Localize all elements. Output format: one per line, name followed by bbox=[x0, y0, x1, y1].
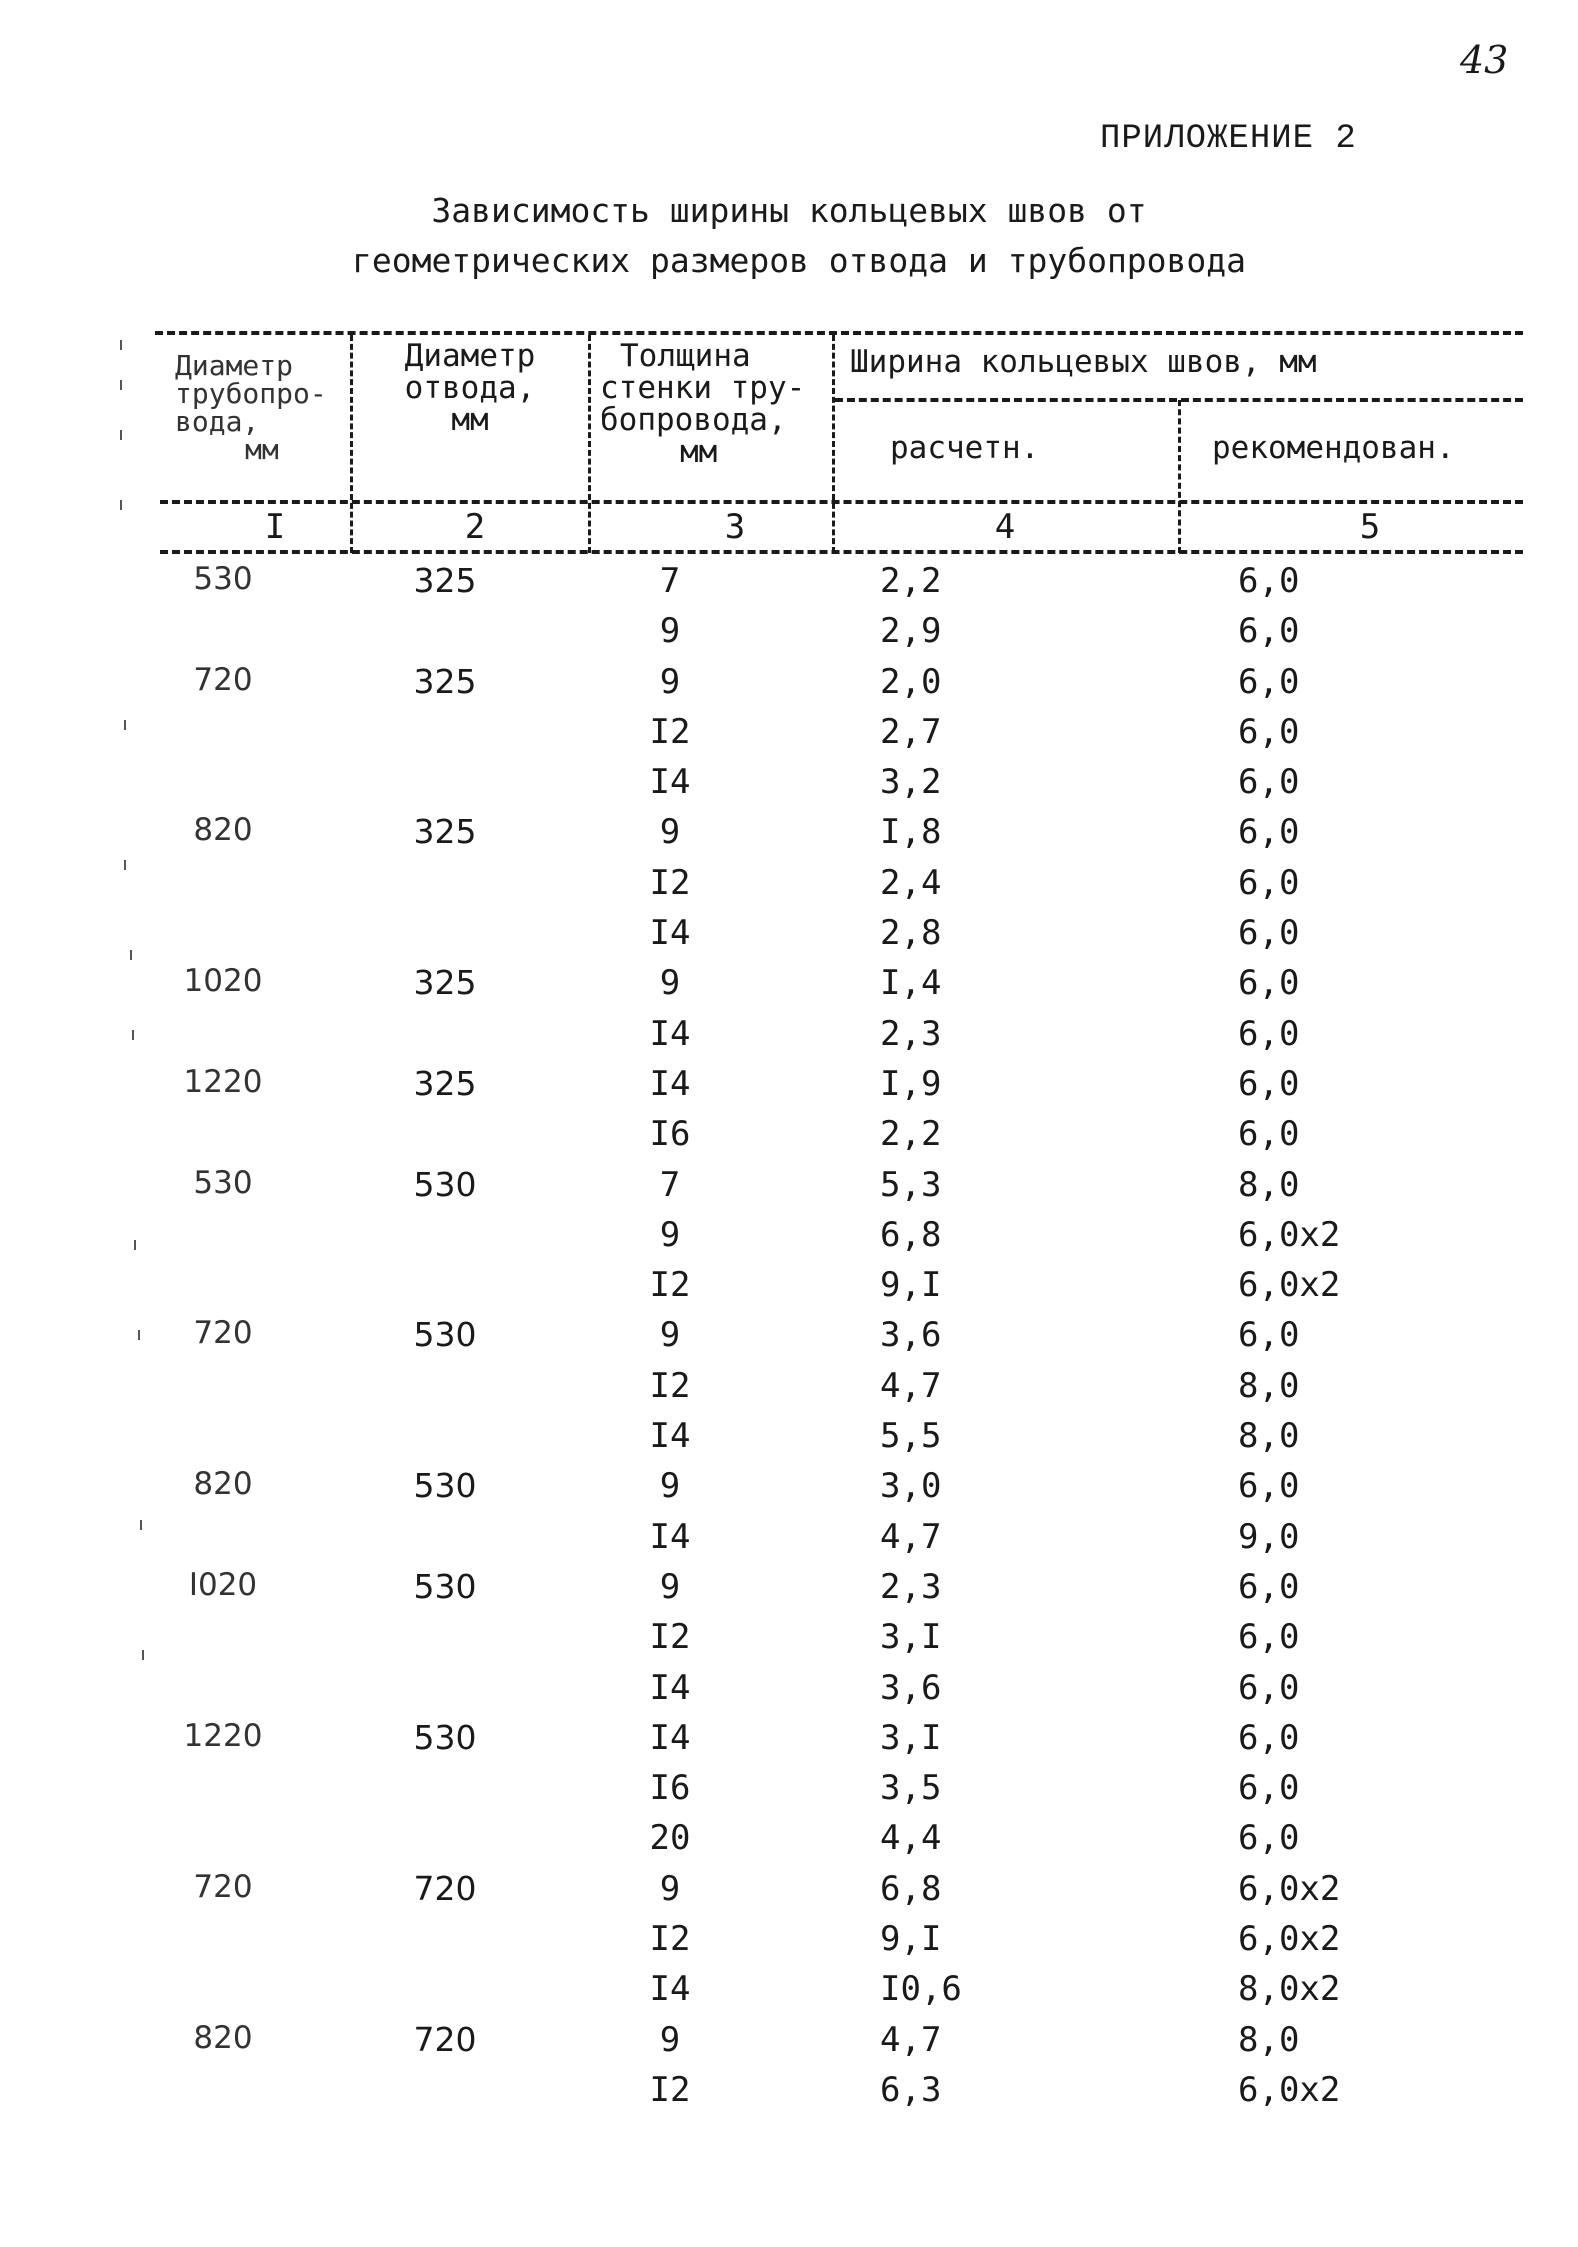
wall-thickness-cell: 20 bbox=[649, 1818, 691, 1859]
pipe-diameter-cell: 720 bbox=[193, 1868, 253, 1905]
wall-thickness-cell: I4 bbox=[649, 1969, 691, 2010]
header-col1-line: мм bbox=[245, 433, 279, 466]
margin-mark bbox=[120, 430, 122, 440]
pipe-diameter-cell: 820 bbox=[193, 812, 253, 849]
col-divider-4 bbox=[1178, 400, 1181, 553]
recommended-width-cell: 8,0x2 bbox=[1238, 1969, 1341, 2010]
calculated-width-cell: 5,3 bbox=[880, 1164, 942, 1205]
bend-diameter-cell: 720 bbox=[413, 2019, 477, 2059]
wall-thickness-cell: I4 bbox=[649, 1717, 691, 1758]
table-row bbox=[0, 959, 1578, 1009]
calculated-width-cell: I,8 bbox=[880, 812, 942, 853]
calculated-width-cell: 4,7 bbox=[880, 1365, 942, 1406]
wall-thickness-cell: 9 bbox=[659, 1868, 681, 1909]
header-col4: расчетн. bbox=[890, 430, 1040, 466]
calculated-width-cell: 2,0 bbox=[880, 661, 942, 702]
header-col3-line: бопровода, bbox=[600, 402, 787, 438]
calculated-width-cell: 9,I bbox=[880, 1919, 942, 1960]
calculated-width-cell: 4,4 bbox=[880, 1818, 942, 1859]
table-row bbox=[0, 1311, 1578, 1361]
header-col2 bbox=[370, 340, 570, 436]
wall-thickness-cell: 9 bbox=[659, 1214, 681, 1255]
table-row bbox=[0, 1161, 1578, 1211]
calculated-width-cell: 5,5 bbox=[880, 1416, 942, 1457]
wall-thickness-cell: 9 bbox=[659, 1315, 681, 1356]
table-row bbox=[0, 1462, 1578, 1512]
table-row bbox=[0, 1613, 1578, 1663]
bend-diameter-cell: 325 bbox=[413, 812, 477, 852]
recommended-width-cell: 6,0 bbox=[1238, 1818, 1300, 1859]
table-row bbox=[0, 758, 1578, 808]
header-col2-line: отвода, bbox=[404, 370, 536, 406]
header-col2-line: мм bbox=[451, 402, 489, 438]
wall-thickness-cell: 7 bbox=[659, 561, 681, 601]
table-row bbox=[0, 2066, 1578, 2116]
col-number-3: 3 bbox=[724, 507, 746, 547]
table-row bbox=[0, 1664, 1578, 1714]
table-row bbox=[0, 1714, 1578, 1764]
pipe-diameter-cell: 1220 bbox=[183, 1063, 263, 1100]
pipe-diameter-cell: 1020 bbox=[183, 963, 263, 1000]
wall-thickness-cell: 9 bbox=[659, 611, 681, 652]
calculated-width-cell: 4,7 bbox=[880, 2019, 942, 2060]
recommended-width-cell: 6,0 bbox=[1238, 862, 1300, 903]
calculated-width-cell: 2,9 bbox=[880, 611, 942, 652]
calculated-width-cell: 2,4 bbox=[880, 862, 942, 903]
col-divider-2 bbox=[588, 335, 591, 553]
wall-thickness-cell: I4 bbox=[649, 762, 691, 803]
recommended-width-cell: 6,0x2 bbox=[1238, 1868, 1341, 1909]
pipe-diameter-cell: 820 bbox=[193, 1466, 253, 1503]
bend-diameter-cell: 325 bbox=[413, 661, 477, 701]
calculated-width-cell: I,4 bbox=[880, 963, 942, 1004]
wall-thickness-cell: I4 bbox=[649, 1063, 691, 1104]
appendix-label: ПРИЛОЖЕНИЕ 2 bbox=[1100, 120, 1357, 158]
pipe-diameter-cell: I020 bbox=[188, 1566, 258, 1603]
recommended-width-cell: 6,0 bbox=[1238, 1617, 1300, 1658]
margin-mark bbox=[120, 340, 122, 350]
recommended-width-cell: 6,0 bbox=[1238, 1114, 1300, 1155]
recommended-width-cell: 6,0 bbox=[1238, 1013, 1300, 1054]
table-row bbox=[0, 1010, 1578, 1060]
wall-thickness-cell: I2 bbox=[649, 862, 691, 903]
table-body bbox=[0, 557, 1578, 2116]
calculated-width-cell: 2,8 bbox=[880, 913, 942, 954]
calculated-width-cell: 2,2 bbox=[880, 561, 942, 601]
table-row bbox=[0, 1865, 1578, 1915]
wall-thickness-cell: I2 bbox=[649, 2069, 691, 2110]
calculated-width-cell: 6,8 bbox=[880, 1214, 942, 1255]
recommended-width-cell: 6,0 bbox=[1238, 561, 1300, 601]
table-row bbox=[0, 1211, 1578, 1261]
calculated-width-cell: 3,6 bbox=[880, 1315, 942, 1356]
calculated-width-cell: 2,7 bbox=[880, 711, 942, 752]
bend-diameter-cell: 325 bbox=[413, 561, 477, 600]
table-top-rule bbox=[155, 331, 1523, 335]
wall-thickness-cell: I4 bbox=[649, 1416, 691, 1457]
bend-diameter-cell: 530 bbox=[413, 1315, 477, 1355]
recommended-width-cell: 6,0x2 bbox=[1238, 1919, 1341, 1960]
wall-thickness-cell: 9 bbox=[659, 963, 681, 1004]
calculated-width-cell: 3,I bbox=[880, 1617, 942, 1658]
table-row bbox=[0, 2016, 1578, 2066]
margin-mark bbox=[120, 500, 122, 510]
col-divider-1 bbox=[350, 335, 353, 553]
header-col2-line: Диаметр bbox=[404, 338, 536, 374]
calculated-width-cell: 3,6 bbox=[880, 1667, 942, 1708]
calculated-width-cell: 2,3 bbox=[880, 1013, 942, 1054]
pipe-diameter-cell: 720 bbox=[193, 1315, 253, 1352]
header-col1-line: Диаметр bbox=[175, 349, 294, 382]
recommended-width-cell: 6,0 bbox=[1238, 1566, 1300, 1607]
recommended-width-cell: 8,0 bbox=[1238, 1164, 1300, 1205]
col-number-4: 4 bbox=[994, 507, 1016, 547]
table-row bbox=[0, 1513, 1578, 1563]
wall-thickness-cell: 9 bbox=[659, 1566, 681, 1607]
wall-thickness-cell: I2 bbox=[649, 1265, 691, 1306]
wall-thickness-cell: I2 bbox=[649, 1919, 691, 1960]
wall-thickness-cell: I6 bbox=[649, 1768, 691, 1809]
wall-thickness-cell: 9 bbox=[659, 1466, 681, 1507]
calculated-width-cell: 3,0 bbox=[880, 1466, 942, 1507]
pipe-diameter-cell: 820 bbox=[193, 2019, 253, 2056]
bend-diameter-cell: 530 bbox=[413, 1164, 477, 1204]
recommended-width-cell: 6,0x2 bbox=[1238, 1214, 1341, 1255]
title-line-1: Зависимость ширины кольцевых швов от bbox=[431, 191, 1147, 230]
table-row bbox=[0, 557, 1578, 607]
pipe-diameter-cell: 1220 bbox=[183, 1717, 263, 1754]
header-col5: рекомендован. bbox=[1212, 430, 1455, 466]
calculated-width-cell: 2,2 bbox=[880, 1114, 942, 1155]
wall-thickness-cell: I6 bbox=[649, 1114, 691, 1155]
col-number-5: 5 bbox=[1359, 507, 1381, 547]
wall-thickness-cell: 9 bbox=[659, 661, 681, 702]
header-bottom-rule bbox=[160, 500, 1523, 504]
table-row bbox=[0, 808, 1578, 858]
header-col1 bbox=[175, 349, 327, 466]
wall-thickness-cell: I4 bbox=[649, 913, 691, 954]
recommended-width-cell: 6,0 bbox=[1238, 661, 1300, 702]
table-row bbox=[0, 859, 1578, 909]
table-row bbox=[0, 607, 1578, 657]
table-row bbox=[0, 1764, 1578, 1814]
recommended-width-cell: 6,0 bbox=[1238, 1315, 1300, 1356]
recommended-width-cell: 6,0 bbox=[1238, 812, 1300, 853]
bend-diameter-cell: 530 bbox=[413, 1566, 477, 1606]
calculated-width-cell: I,9 bbox=[880, 1063, 942, 1104]
recommended-width-cell: 6,0 bbox=[1238, 611, 1300, 652]
recommended-width-cell: 9,0 bbox=[1238, 1516, 1300, 1557]
wall-thickness-cell: I2 bbox=[649, 1617, 691, 1658]
pipe-diameter-cell: 720 bbox=[193, 661, 253, 698]
document-title bbox=[0, 186, 1578, 286]
wall-thickness-cell: 7 bbox=[659, 1164, 681, 1205]
page-number: 43 bbox=[1460, 38, 1509, 82]
bend-diameter-cell: 530 bbox=[413, 1466, 477, 1506]
calculated-width-cell: 6,3 bbox=[880, 2069, 942, 2110]
calculated-width-cell: 4,7 bbox=[880, 1516, 942, 1557]
wall-thickness-cell: 9 bbox=[659, 812, 681, 853]
header-col45: Ширина кольцевых швов, мм bbox=[850, 344, 1317, 380]
margin-mark bbox=[120, 380, 122, 390]
table-row bbox=[0, 1261, 1578, 1311]
recommended-width-cell: 6,0 bbox=[1238, 1466, 1300, 1507]
table-row bbox=[0, 909, 1578, 959]
bend-diameter-cell: 530 bbox=[413, 1717, 477, 1757]
table-row bbox=[0, 708, 1578, 758]
recommended-width-cell: 6,0 bbox=[1238, 1667, 1300, 1708]
header-col1-line: трубопро- bbox=[175, 377, 327, 410]
calculated-width-cell: 2,3 bbox=[880, 1566, 942, 1607]
recommended-width-cell: 6,0 bbox=[1238, 1768, 1300, 1809]
table-row bbox=[0, 1965, 1578, 2015]
recommended-width-cell: 6,0 bbox=[1238, 1063, 1300, 1104]
table-row bbox=[0, 1563, 1578, 1613]
table-row bbox=[0, 1060, 1578, 1110]
calculated-width-cell: 3,2 bbox=[880, 762, 942, 803]
wall-thickness-cell: I4 bbox=[649, 1667, 691, 1708]
recommended-width-cell: 8,0 bbox=[1238, 2019, 1300, 2060]
bend-diameter-cell: 325 bbox=[413, 1063, 477, 1103]
recommended-width-cell: 6,0 bbox=[1238, 963, 1300, 1004]
pipe-diameter-cell: 530 bbox=[193, 561, 253, 597]
table-row bbox=[0, 1362, 1578, 1412]
recommended-width-cell: 6,0x2 bbox=[1238, 1265, 1341, 1306]
header-col1-line: вода, bbox=[175, 405, 260, 438]
header-col3-line: Толщина bbox=[620, 338, 751, 374]
table-row bbox=[0, 1110, 1578, 1160]
wall-thickness-cell: I2 bbox=[649, 1365, 691, 1406]
bend-diameter-cell: 720 bbox=[413, 1868, 477, 1908]
table-row bbox=[0, 1412, 1578, 1462]
calculated-width-cell: 6,8 bbox=[880, 1868, 942, 1909]
header-col3-line: мм bbox=[680, 434, 718, 470]
recommended-width-cell: 8,0 bbox=[1238, 1416, 1300, 1457]
bend-diameter-cell: 325 bbox=[413, 963, 477, 1003]
recommended-width-cell: 6,0 bbox=[1238, 1717, 1300, 1758]
col-number-2: 2 bbox=[464, 507, 486, 547]
calculated-width-cell: 9,I bbox=[880, 1265, 942, 1306]
numbers-bottom-rule bbox=[160, 550, 1523, 554]
recommended-width-cell: 6,0 bbox=[1238, 913, 1300, 954]
pipe-diameter-cell: 530 bbox=[193, 1164, 253, 1201]
recommended-width-cell: 8,0 bbox=[1238, 1365, 1300, 1406]
title-line-2: геометрических размеров отвода и трубопровода bbox=[351, 241, 1247, 280]
header-col3-line: стенки тру- bbox=[600, 370, 806, 406]
wall-thickness-cell: I4 bbox=[649, 1013, 691, 1054]
col-divider-3 bbox=[832, 335, 835, 553]
calculated-width-cell: 3,I bbox=[880, 1717, 942, 1758]
header-col3 bbox=[600, 340, 830, 468]
col-number-1: I bbox=[264, 507, 286, 547]
table-row bbox=[0, 1915, 1578, 1965]
calculated-width-cell: I0,6 bbox=[880, 1969, 962, 2010]
wall-thickness-cell: 9 bbox=[659, 2019, 681, 2060]
table-row bbox=[0, 1814, 1578, 1864]
recommended-width-cell: 6,0 bbox=[1238, 711, 1300, 752]
wall-thickness-cell: I2 bbox=[649, 711, 691, 752]
table-row bbox=[0, 658, 1578, 708]
recommended-width-cell: 6,0 bbox=[1238, 762, 1300, 803]
wall-thickness-cell: I4 bbox=[649, 1516, 691, 1557]
recommended-width-cell: 6,0x2 bbox=[1238, 2069, 1341, 2110]
calculated-width-cell: 3,5 bbox=[880, 1768, 942, 1809]
